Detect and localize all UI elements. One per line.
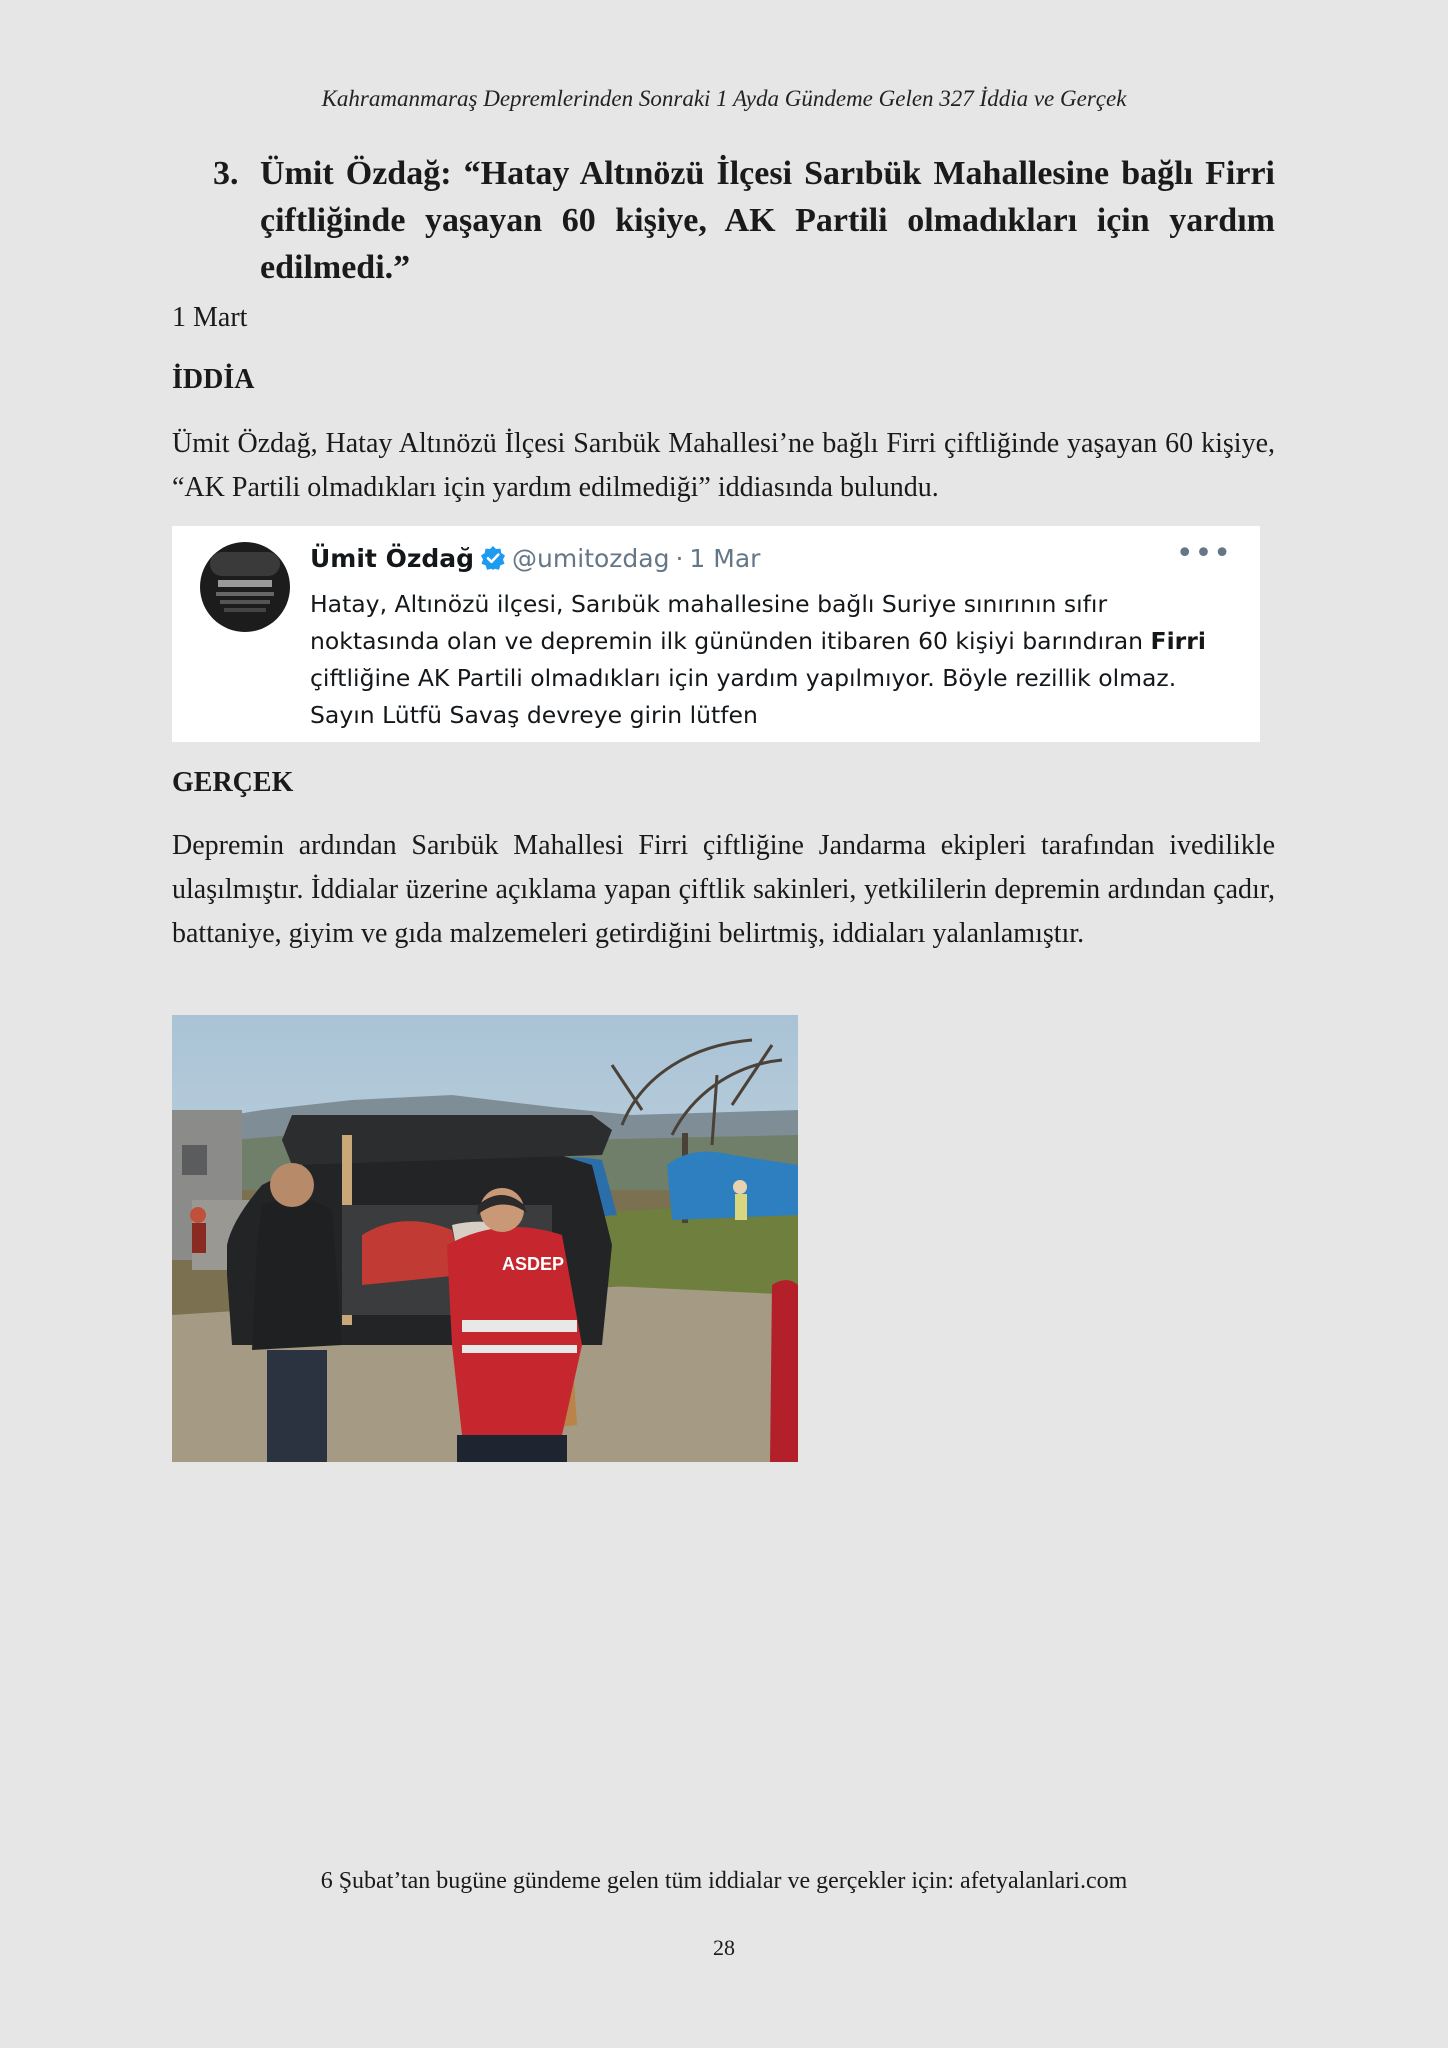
fact-heading: GERÇEK: [172, 767, 294, 798]
footer-note: 6 Şubat’tan bugüne gündeme gelen tüm iddialar ve gerçekler için: afetyalanlari.com: [320, 1868, 1128, 1894]
aid-delivery-photo: [172, 1015, 798, 1462]
tweet-handle: @umitozdag: [512, 544, 670, 573]
tweet-user-name: Ümit Özdağ: [310, 544, 475, 573]
tweet-screenshot: [172, 526, 1260, 742]
tweet-text: [310, 586, 1230, 734]
avatar: [200, 542, 290, 632]
page-number: 28: [713, 1935, 735, 1960]
tweet-date: 1 Mar: [689, 544, 761, 573]
tweet-text-part: Hatay, Altınözü ilçesi, Sarıbük mahallesine bağlı Suriye sınırının sıfır noktasında olan ve depremin ilk gününden itibaren 60 kişiyi barındıran: [310, 590, 1151, 655]
tweet-text-bold: Firri: [1150, 627, 1206, 655]
vest-text: ASDEP: [502, 1254, 565, 1274]
item-title: Ümit Özdağ: “Hatay Altınözü İlçesi Sarıbük Mahallesine bağlı Firri çiftliğinde yaşayan 60 kişiye, AK Partili olmadıkları için yardım edilmedi.”: [260, 155, 1275, 286]
fact-text: Depremin ardından Sarıbük Mahallesi Firri çiftliğine Jandarma ekipleri tarafından ivedilikle ulaşılmıştır. İddialar üzerine açıklama yapan çiftlik sakinleri, yetkililerin depremin ardından çadır, battaniye, giyim ve gıda malzemeleri getirdiğini belirtmiş, iddiaları yalanlamıştır.: [172, 830, 1275, 949]
tweet-separator: ·: [675, 544, 684, 573]
verified-badge-icon: [480, 545, 506, 577]
tweet-text-part: çiftliğine AK Partili olmadıkları için yardım yapılmıyor. Böyle rezillik olmaz. Sayın Lütfü Savaş devreye girin lütfen: [310, 664, 1177, 729]
claim-heading: İDDİA: [172, 364, 255, 395]
item-heading: [213, 150, 1275, 291]
item-date: 1 Mart: [172, 302, 248, 333]
item-number: 3.: [213, 155, 239, 192]
claim-text: Ümit Özdağ, Hatay Altınözü İlçesi Sarıbük Mahallesi’ne bağlı Firri çiftliğinde yaşayan 60 kişiye, “AK Partili olmadıkları için yardım edilmediği” iddiasında bulundu.: [172, 428, 1275, 503]
more-options-icon[interactable]: •••: [1175, 536, 1232, 571]
running-header: Kahramanmaraş Depremlerinden Sonraki 1 Ayda Gündeme Gelen 327 İddia ve Gerçek: [321, 86, 1127, 111]
tweet-header: [310, 544, 760, 577]
